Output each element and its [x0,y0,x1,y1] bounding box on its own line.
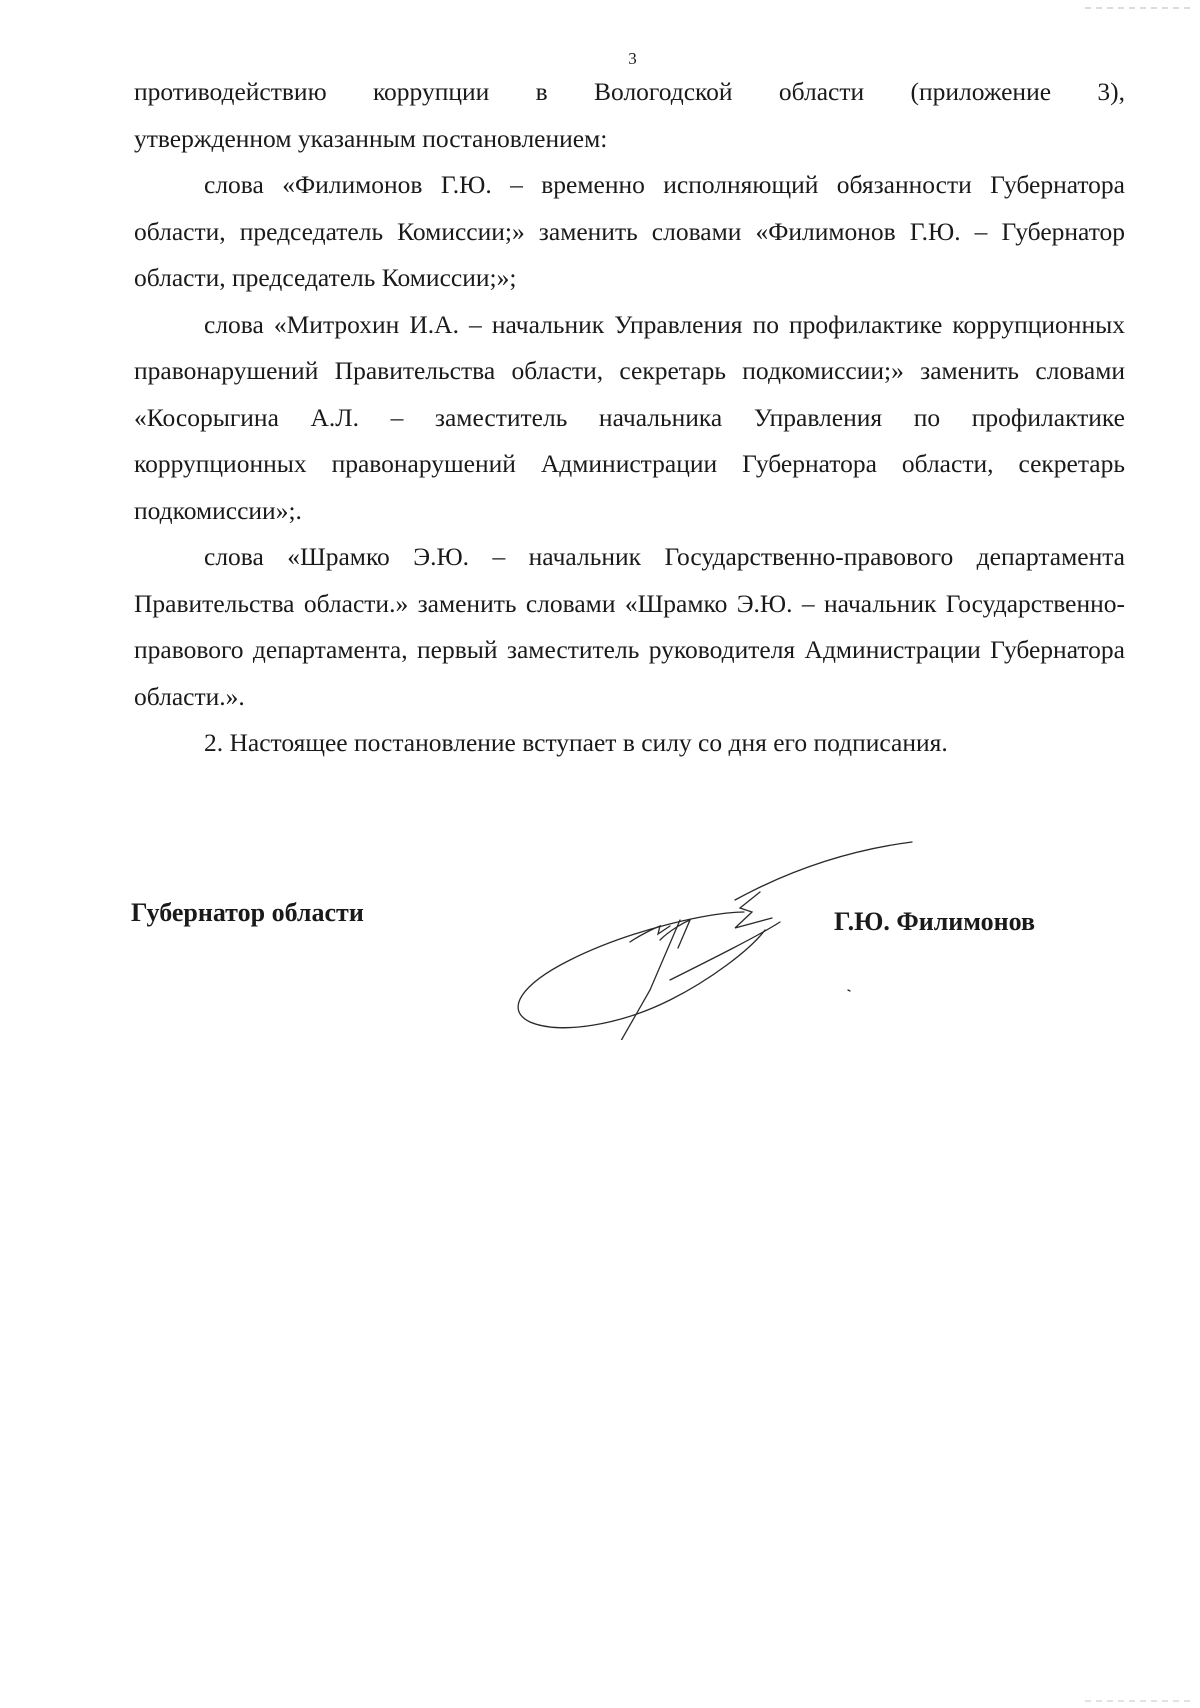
paragraph-2: слова «Филимонов Г.Ю. – временно исполняющий обязанности Губернатора области, председатель Комиссии;» заменить словами «Филимонов Г.Ю. – Губернатор области, председатель Комиссии;»; [134,170,1125,292]
signatory-title: Губернатор области [131,898,364,927]
paragraph-1-line-1: противодействию коррупции в Вологодской области (приложение 3), [134,77,1125,106]
paragraph-5: 2. Настоящее постановление вступает в силу со дня его подписания. [204,728,948,757]
document-body [134,69,1125,767]
paragraph-1-line-2: утвержденном указанным постановлением: [134,123,608,153]
paragraph-4: слова «Шрамко Э.Ю. – начальник Государственно-правового департамента Правительства области.» заменить словами «Шрамко Э.Ю. – начальник Государственно-правового департамента, первый заместитель руководителя Администрации Губернатора области.». [134,542,1125,711]
scan-edge-mark-bottom [1075,1690,1200,1696]
paragraph-3: слова «Митрохин И.А. – начальник Управления по профилактике коррупционных правонарушений Правительства области, секретарь подкомиссии;» заменить словами «Косорыгина А.Л. – заместитель начальника Управления по профилактике коррупционных правонарушений Администрации Губернатора области, секретарь подкомиссии»;. [134,309,1125,525]
signatory-name: Г.Ю. Филимонов [834,907,1036,936]
scan-edge-mark-top [1075,0,1200,6]
page-number: 3 [628,49,637,68]
